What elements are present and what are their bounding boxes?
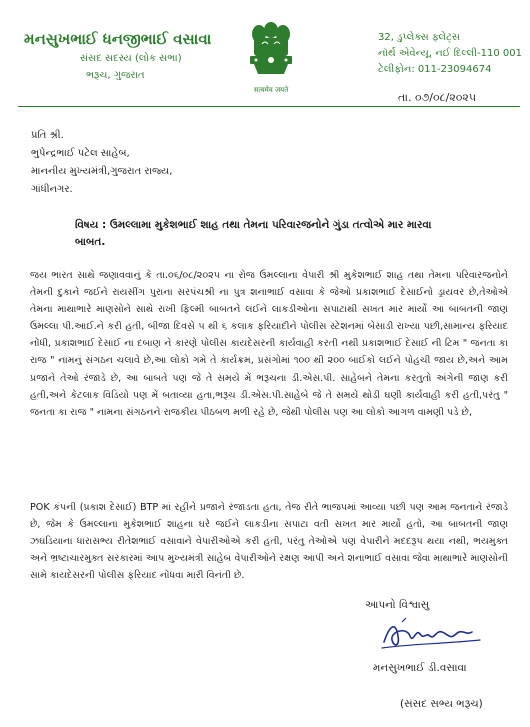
body-paragraph-1: જય ભારત સાથે જણાવવાનું કે તા.૦૬/૦૮/૨૦૨૫ ના રોજ ઉમલ્લાના વેપારી શ્રી મુકેશભાઈ શાહ તથા તેમના પરિવારજનોને તેમની દુકાને જઈને રાયસીંગ પુરાના સરપંચશ્રી ના પુત્ર શનાભાઈ વસાવા કે જેઓ પ્રકાશભાઈ દેસાઈનો ડ્રાયવર છે,તેઓએ તેમના માથાભારે માણસોને સાથે રાખી ફિલ્મી બાબતને લઈને લાકડીઓના સપાટાથી સખત માર માર્યો આ બાબતની જાણ ઉમલ્લા પી.આઈ.ને કરી હતી, બીજા દિવસે ૫ થી ૬ કલાક ફરિયાદીને પોલીસ સ્ટેશનમાં બેસાડી રાખ્યા પછી,સામાન્ય ફરિયાદ નોંધી, પ્રકાશભાઈ દેસાઈ ના દબાણ ને કારણે પોલીસ કાયદેસરની કાર્યવાહી કરતી નથી પ્રકાશભાઈ દેસાઈ ની ટિમ " જનતા કા રાજ " નામનું સંગઠન ચલાવે છે,આ લોકો ગમે તે કાર્યક્રમ, પ્રસંગોમાં ૧૦૦ થી ૨૦૦ બાઈકો લઈને પોહચી જાય છે,અને આમ પ્રજાને તેઓ રંજાડે છે, આ બાબતે પણ જે તે સમયે મેં ભરૂચના ડી.એસ.પી. સાહેબને તેમના કરતુતો અંગેની જાણ કરી હતી,અને કેટલાક વિડિયો પણ મેં બતાવ્યા હતા,ભરૂચ ડી.એસ.પી.સાહેબે જે તે સમયે થોડી ઘણી કાર્યવાહી કરી હતી,પરંતુ " જનતા કા રાજ " નામના સંગઠનને રાજકીય પીઠબળ મળી રહે છે, જેથી પોલીસ પણ આ લોકો આગળ વામણી પડે છે, <box>30 270 508 418</box>
national-emblem-icon <box>244 18 298 84</box>
letterhead-designation: સંસદ સદસ્ય (લોક સભા) <box>80 53 182 64</box>
letter-date: તા. ૦૭/૦૮/૨૦૨૫ <box>398 91 477 104</box>
letterhead-divider <box>18 106 520 107</box>
address-telephone: ટેલીફોન: 011-23094674 <box>378 64 492 75</box>
signatory-designation: (સંસદ સભ્ય ભરૂચ) <box>400 698 483 710</box>
signature-icon <box>380 614 485 656</box>
emblem-motto: सत्यमेव जयते <box>253 86 289 94</box>
signatory-name: મનસુખભાઈ ડી.વસાવા <box>373 662 467 674</box>
recipient-line-1: પ્રતિ શ્રી. <box>31 130 64 141</box>
closing-salutation: આપનો વિશ્વાસુ <box>365 599 430 611</box>
letterhead-name: મનસુખભાઈ ધનજીભાઈ વસાવા <box>24 30 212 48</box>
address-line-2: નૉર્થ એવેન્યૂ, નઈ દિલ્લી-110 001 <box>378 48 522 59</box>
subject-line-2: બાબત. <box>75 236 106 248</box>
address-line-1: 32, ડુપ્લેક્સ ફ્લેટ્સ <box>378 32 461 43</box>
recipient-line-2: ભુપેન્દ્રભાઈ પટેલ સાહેબ, <box>31 148 130 159</box>
body-paragraph-2: POK કંપની (પ્રકાશ દેસાઈ) BTP માં રહીને પ્રજાને રંજાડતા હતા, તેજ રીતે ભાજપમાં આવ્યા પછી પણ આમ જનતાને રંજાડે છે, જેમ કે ઉમલ્લાના મુકેશભાઈ શાહના ઘરે જઈને લાકડીના સપાટા વતી સખત માર માર્યો હતો, આ બાબતની જાણ ઝઘડિયાના ધારાસભ્ય રીતેશભાઈ વસાવાને વેપારીઓએ કરી હતી, પરંતુ તેઓએ પણ વેપારીને મદદરૂપ થયા નથી, ભયમુક્ત અને ભ્રષ્ટાચારમુક્ત સરકારમાં આપ મુખ્યમંત્રી સાહેબ વેપારીઓને રક્ષણ આપી અને શનાભાઈ વસાવા જેવા માથાભારે માણસોની સામે કાયદેસરની પોલીસ ફરિયાદ નોંધવા મારી વિનંતી છે. <box>30 502 508 582</box>
subject-line-1: વિષય : ઉમલ્લામા મુકેશભાઈ શાહ તથા તેમના પરિવારજનોને ગુંડા તત્વોએ માર મારવા <box>75 219 432 231</box>
letterhead-place: ભરૂચ, ગુજરાત <box>86 70 145 81</box>
recipient-line-3: માનનીય મુખ્યમંત્રી,ગુજરાત રાજ્ય, <box>31 166 173 177</box>
recipient-line-4: ગાંધીનગર. <box>31 184 73 195</box>
